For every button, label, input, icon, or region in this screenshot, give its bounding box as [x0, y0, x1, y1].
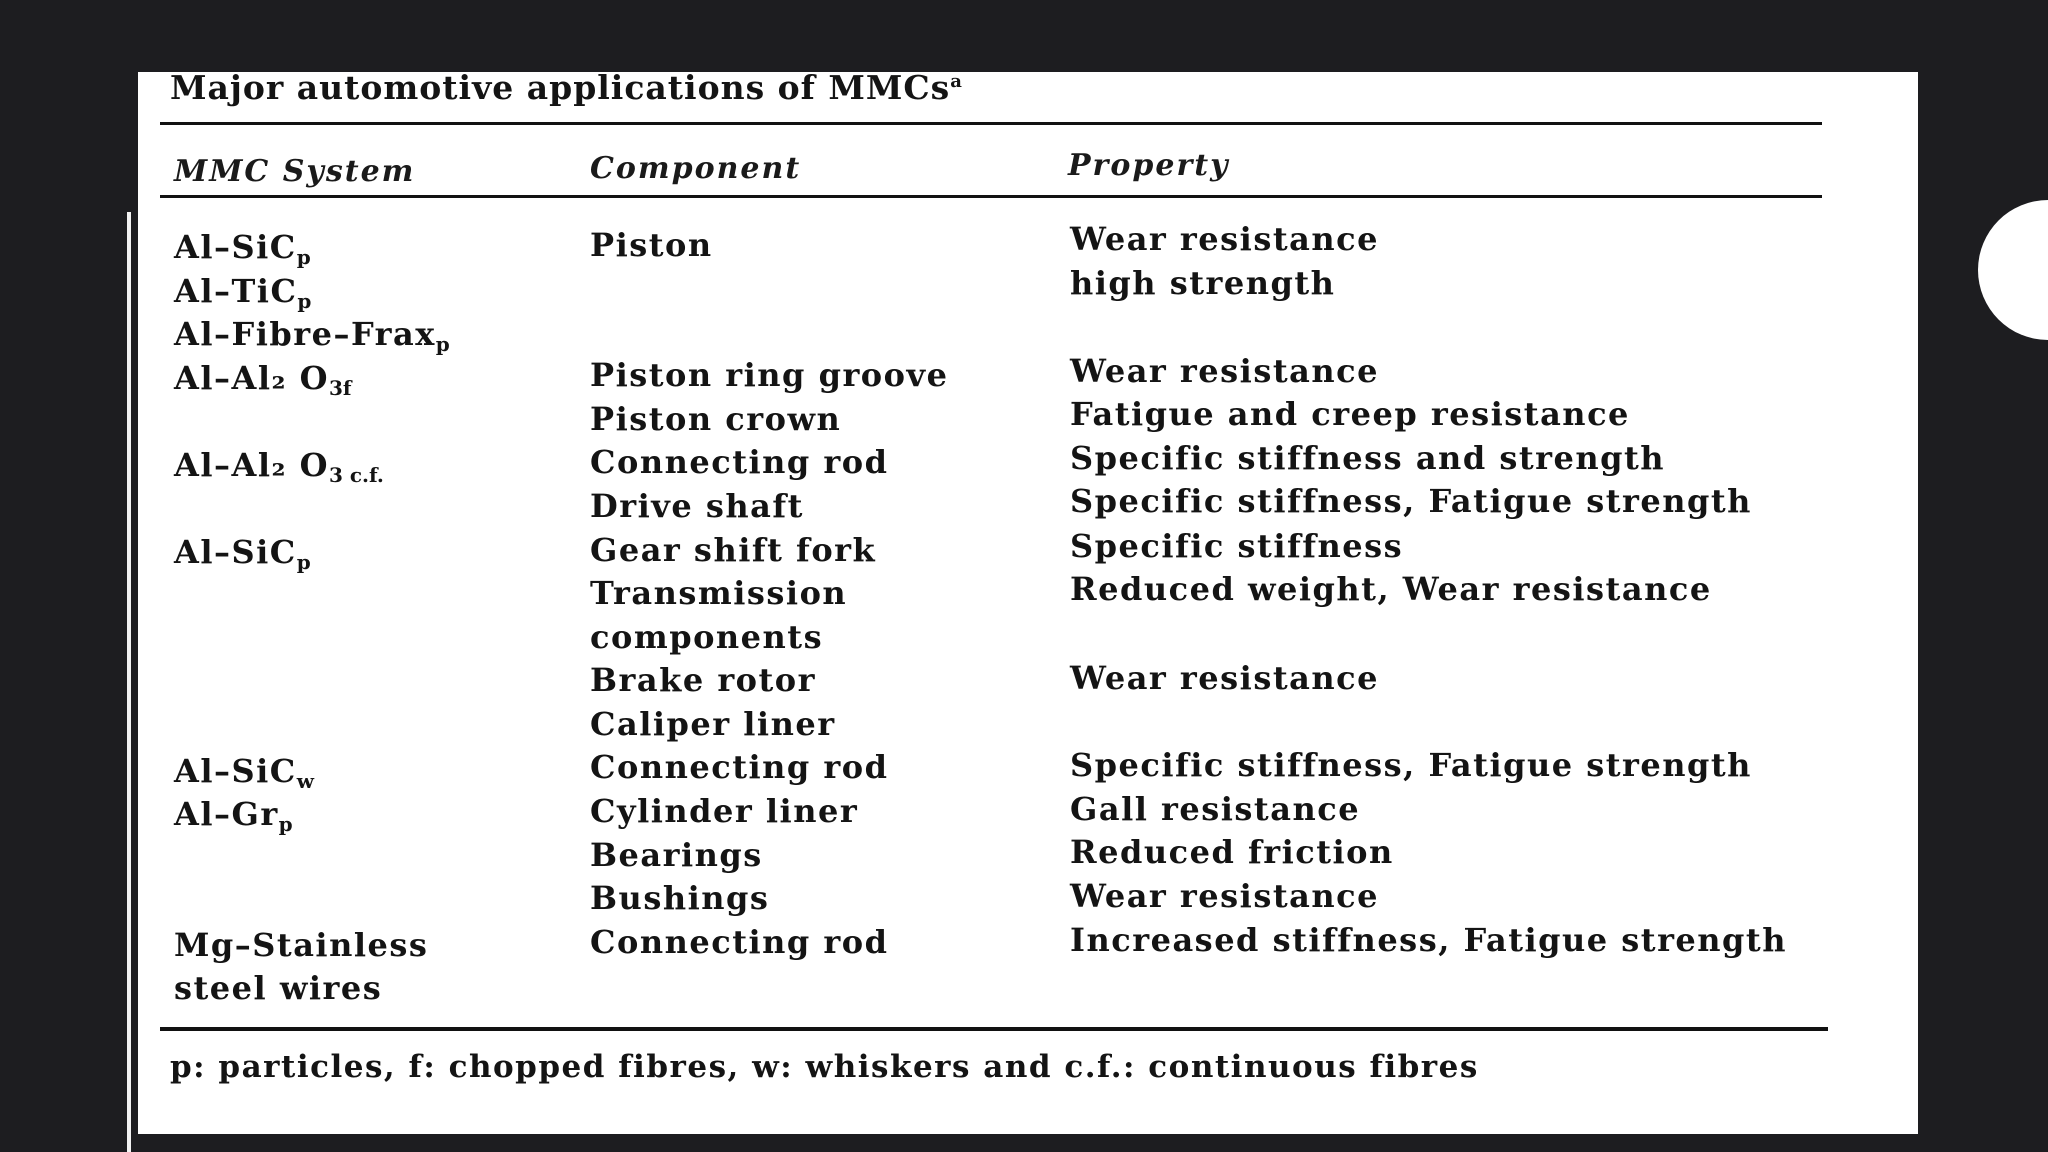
header-mmc-system: MMC System [174, 154, 416, 189]
page-edge-line [127, 212, 131, 1152]
property-cell: Reduced weight, Wear resistance [1070, 570, 1712, 608]
component-cell: Bearings [590, 836, 763, 874]
property-cell: Increased stiffness, Fatigue strength [1070, 921, 1787, 959]
header-property: Property [1068, 148, 1230, 183]
table-footnote: p: particles, f: chopped fibres, w: whiskers and c.f.: continuous fibres [170, 1049, 1479, 1085]
component-cell: Piston [590, 226, 713, 264]
bottom-rule [160, 1027, 1828, 1031]
property-cell: Reduced friction [1070, 833, 1394, 871]
component-cell: Connecting rod [590, 748, 889, 786]
header-component: Component [590, 151, 802, 186]
property-cell: Wear resistance [1070, 877, 1379, 915]
property-cell: Wear resistance [1070, 659, 1379, 697]
system-cell: Al–SiC$_p$ [174, 533, 311, 574]
component-cell: Piston ring groove [590, 356, 949, 394]
system-cell: Mg–Stainless [174, 926, 429, 964]
component-cell: Piston crown [590, 400, 842, 438]
overlay-circle [1978, 200, 2048, 340]
component-cell: Caliper liner [590, 705, 836, 743]
component-cell: Cylinder liner [590, 792, 859, 830]
property-cell: Specific stiffness, Fatigue strength [1070, 746, 1752, 784]
header-rule [160, 195, 1822, 198]
component-cell: Transmission [590, 574, 848, 612]
caption-footnote-marker: a [950, 71, 963, 92]
property-cell: high strength [1070, 264, 1336, 302]
component-cell: components [590, 618, 824, 656]
system-cell: Al–Al₂ $O_{3 c.f.}$ [174, 446, 384, 487]
system-cell: Al–TiC$_p$ [174, 272, 312, 313]
component-cell: Bushings [590, 879, 770, 917]
property-cell: Fatigue and creep resistance [1070, 395, 1630, 433]
property-cell: Wear resistance [1070, 352, 1379, 390]
component-cell: Drive shaft [590, 487, 804, 525]
property-cell: Specific stiffness, Fatigue strength [1070, 482, 1752, 520]
table-caption: Major automotive applications of MMCs$^a$ [170, 68, 963, 107]
component-cell: Brake rotor [590, 661, 816, 699]
top-rule [160, 122, 1822, 125]
property-cell: Specific stiffness and strength [1070, 439, 1666, 477]
property-cell: Wear resistance [1070, 220, 1379, 258]
system-cell: Al–SiC$_w$ [174, 752, 314, 793]
component-cell: Connecting rod [590, 923, 889, 961]
system-cell: Al–SiC$_p$ [174, 228, 311, 269]
component-cell: Connecting rod [590, 443, 889, 481]
system-cell: steel wires [174, 969, 383, 1007]
property-cell: Specific stiffness [1070, 527, 1404, 565]
component-cell: Gear shift fork [590, 531, 877, 569]
property-cell: Gall resistance [1070, 790, 1361, 828]
system-cell: $Al-Gr_p$ [174, 795, 293, 836]
system-cell: Al–Fibre–Frax$_p$ [174, 315, 450, 356]
system-cell: Al–Al₂ $O_{3f}$ [174, 359, 352, 400]
